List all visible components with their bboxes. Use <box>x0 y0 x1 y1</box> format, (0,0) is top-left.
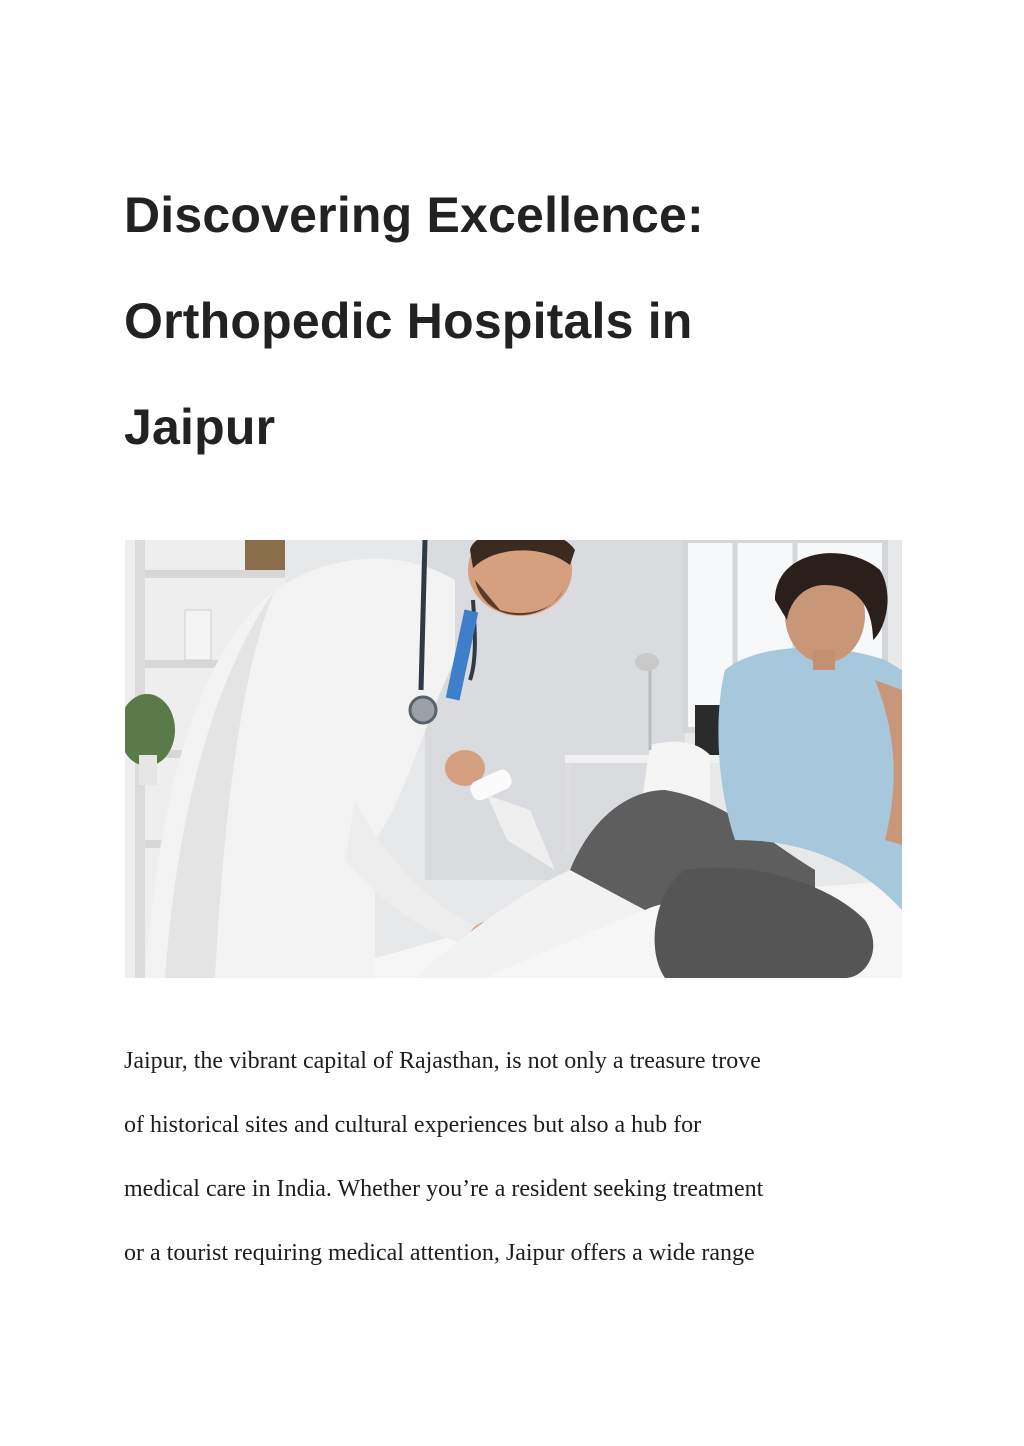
intro-paragraph <box>124 1029 914 1285</box>
body-line-3: medical care in India. Whether you’re a resident seeking treatment <box>124 1176 764 1202</box>
page-title <box>124 162 904 480</box>
title-line-2: Orthopedic Hospitals in <box>124 293 693 349</box>
body-line-1: Jaipur, the vibrant capital of Rajasthan, is not only a treasure trove <box>124 1048 761 1074</box>
title-line-3: Jaipur <box>124 399 276 455</box>
body-line-4: or a tourist requiring medical attention, Jaipur offers a wide range <box>124 1240 755 1266</box>
hero-photo-doctor-bandaging-patient-leg <box>125 540 902 978</box>
body-line-2: of historical sites and cultural experiences but also a hub for <box>124 1112 702 1138</box>
title-line-1: Discovering Excellence: <box>124 187 704 243</box>
